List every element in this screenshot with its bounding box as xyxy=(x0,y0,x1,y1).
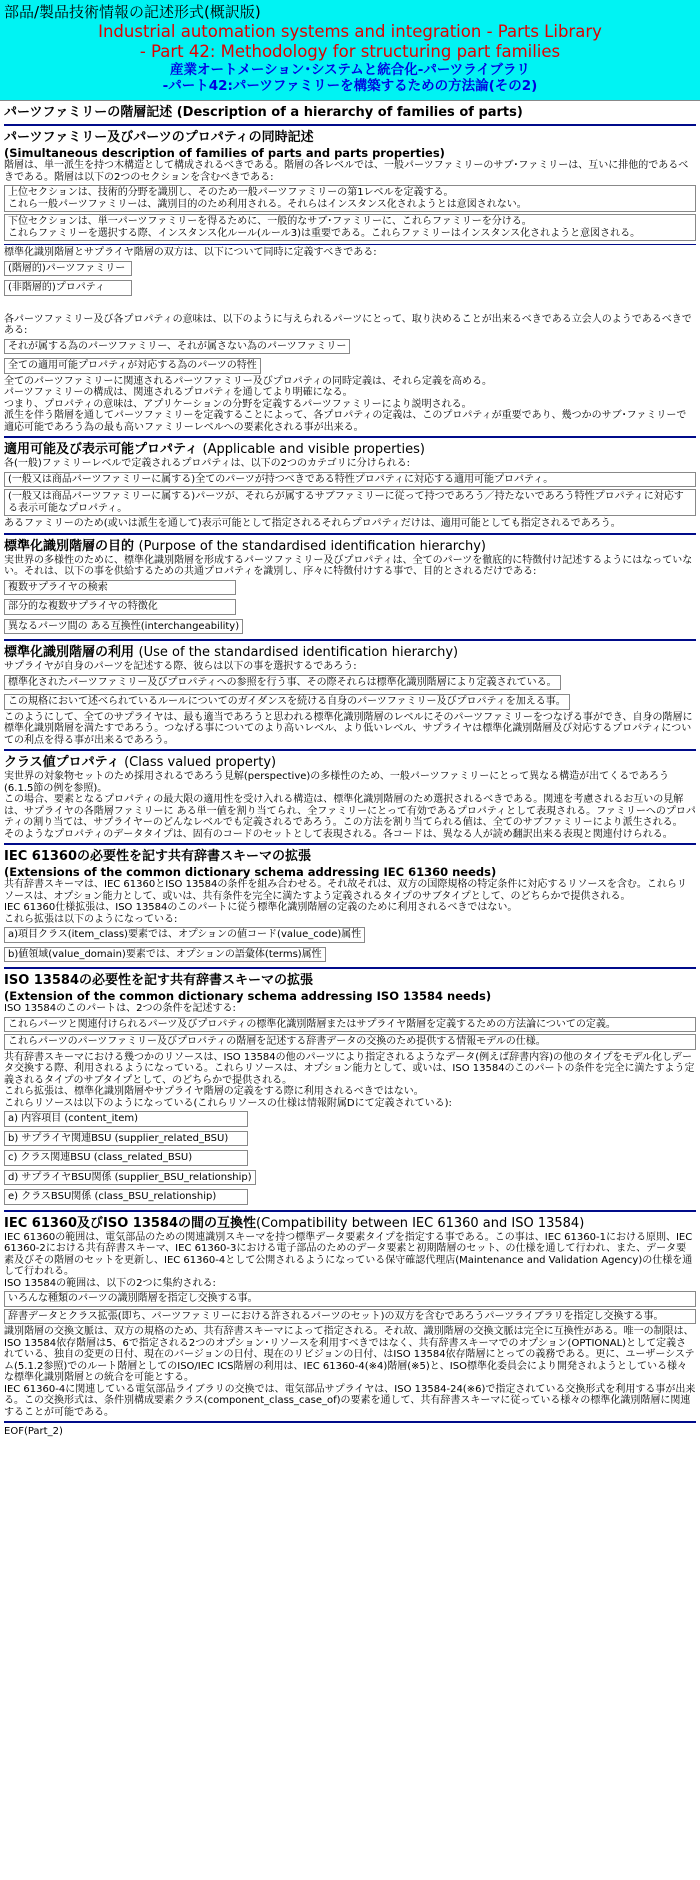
list-item: それが属する為のパーツファミリー、それが属さない為のパーツファミリー xyxy=(4,339,350,355)
section-title-jp: クラス値プロパティ xyxy=(4,755,120,770)
section-title-en: (Applicable and visible properties) xyxy=(202,442,425,457)
list-item: 複数サプライヤの検索 xyxy=(4,580,236,596)
section-title: パーツファミリー及びパーツのプロパティの同時記述 xyxy=(4,130,314,145)
section-title xyxy=(4,753,696,771)
japanese-title-line-1: 産業オートメーション･システムと統合化-パーツライブラリ xyxy=(170,62,530,78)
section-simultaneous-description xyxy=(4,128,696,433)
boxed-text: これらパーツのパーツファミリー及びプロパティの階層を記述する辞書データの交換のため提供する情報モデルの仕様。 xyxy=(4,1034,696,1050)
boxed-text: これらパーツと関連付けられるパーツ及びプロパティの標準化識別階層またはサプライヤ階層を定義するための方法論についての定義。 xyxy=(4,1017,696,1033)
list-item: 部分的な複数サプライヤの特徴化 xyxy=(4,599,236,615)
japanese-title-line-2: -パート42:パーツファミリーを構築するための方法論(その2) xyxy=(162,78,538,94)
section-divider xyxy=(4,749,696,751)
section-applicable-visible xyxy=(4,440,696,530)
section-class-valued xyxy=(4,753,696,840)
boxed-text: 辞書データとクラス拡張(即ち、パーツファミリーにおける許されるパーツのセット)の双方を含むであろうパーツライブラリを指定し交換する事。 xyxy=(4,1309,696,1325)
section-use xyxy=(4,643,696,746)
list-item: a)項目クラス(item_class)要素では、オプションの値コード(value_code)属性 xyxy=(4,927,365,943)
boxed-text: (一般又は商品パーツファミリーに属する)パーツが、それらが属するサブファミリーに従って持つであろう／持たないであろう特性プロパティに対応する表示可能なプロパティ。 xyxy=(4,489,696,516)
section-iso-extension xyxy=(4,971,696,1207)
paragraph: 各パーツファミリー及び各プロパティの意味は、以下のように与えられるパーツにとって、取り決めることが出来るべきである立会人のようであるべきである: xyxy=(4,313,692,336)
boxed-text: 上位セクションは、技術的分野を識別し、そのため一般パーツファミリーの第1レベルを定義する。 これら一般パーツファミリーは、識別目的のため利用される。それらはインスタンス化されようとは意図されない。 xyxy=(4,185,696,212)
english-title-line-2: - Part 42: Methodology for structuring part families xyxy=(139,42,561,61)
section-title-en: (Compatibility between IEC 61360 and ISO 13584) xyxy=(256,1215,585,1231)
list-item: (階層的)パーツファミリー xyxy=(4,261,132,277)
paragraph: 全てのパーツファミリーに関連されるパーツファミリー及びプロパティの同時定義は、それら定義を高める。 パーツファミリーの構成は、関連されるプロパティを通してより明確になる。 つまり、プロパティの意味は、アプリケーションの分野を定義するパーツファミリーにより説明される。 派生を伴う階層を通してパーツファミリーを定義することによって、各プロパティの定義は、このプロパティが重要であり、幾つかのサブ･ファミリーで適応可能であろう為の最も高いファミリーレベルへの要素化される事が出来る。 xyxy=(4,375,687,433)
list-item: この規格において述べられているルールについてのガイダンスを続ける自身のパーツファミリー及びプロパティを加える事。 xyxy=(4,694,570,710)
section-divider xyxy=(4,1210,696,1212)
paragraph: 各(一般)ファミリーレベルで定義されるプロパティは、以下の2つのカテゴリに分けられる: xyxy=(4,458,410,469)
section-title-jp: 標準化識別階層の目的 xyxy=(4,538,135,554)
section-title: IEC 61360の必要性を記す共有辞書スキーマの拡張 xyxy=(4,849,312,864)
page-header xyxy=(0,0,700,101)
english-title-line-1: Industrial automation systems and integration - Parts Library xyxy=(98,22,602,41)
list-item: b)値領域(value_domain)要素では、オプションの語彙体(terms)属性 xyxy=(4,947,326,963)
definition-list xyxy=(4,259,696,298)
document-body xyxy=(0,101,700,1440)
section-divider xyxy=(4,967,696,969)
definition-list xyxy=(4,337,696,376)
section-title-en: (Purpose of the standardised identification hierarchy) xyxy=(138,538,486,554)
section-divider xyxy=(4,1421,696,1423)
paragraph: ISO 13584のこのパートは、2つの条件を記述する: xyxy=(4,1003,236,1014)
section-divider xyxy=(4,436,696,438)
section-compatibility xyxy=(4,1214,696,1419)
section-divider xyxy=(4,639,696,641)
paragraph: このようにして、全てのサプライヤは、最も適当であろうと思われる標準化識別階層のレベルにそのパーツファミリーをつなげる事ができ、自身の階層に標準化識別階層を満たすであろう。つなげる事についてのより高いレベル、より低いレベル、サプライヤは標準化識別階層及び対応するプロパティについての利点を得る事が出来るであろう。 xyxy=(4,711,693,746)
paragraph: 実世界の対象物セットのため採用されるであろう見解(perspective)の多様性のため、一般パーツファミリーにとって異なる構造が出てくるであろう(6.1.5節の例を参照)。 この場合、要素となるプロパティの最大限の適用性を受け入れる構造は、標準化識別階層のため選択されるべきである。関連を考慮されるお互いの見解は、サプライヤの各階層ファミリーに ある単一値を割り当てられ、全ファミリーにとって有効であるプロパティとして表現される。ファミリーへのプロパティの割り当ては、サプライヤーのどんなレベルでも定義されるであろう。この方法を割り当てられる値は、全てのサブファミリーにより派生される。 そのようなプロパティのデータタイプは、固有のコードのセットとして表現される。各コードは、異なる人が読め翻訳出来る表現と関連付けられる。 xyxy=(4,771,696,840)
list-item: 異なるパーツ間の ある互換性(interchangeability) xyxy=(4,619,243,635)
definition-list xyxy=(4,925,696,964)
section-divider xyxy=(4,533,696,535)
section-title-en: (Use of the standardised identification hierarchy) xyxy=(138,645,459,660)
section-iec-extension xyxy=(4,847,696,964)
section-title-jp: 標準化識別階層の利用 xyxy=(4,645,135,660)
definition-list xyxy=(4,578,696,637)
section-divider xyxy=(4,124,696,126)
paragraph: IEC 61360の範囲は、電気部品のための関連識別スキーマを持つ標準データ要素タイプを指定する事である。この事は、IEC 61360-1における原則、IEC 61360-2における共有辞書スキーマ、IEC 61360-3における電子部品のためのデータ要素と初期階層のセット、の仕様を通して行われ、また、データ要素及びその階層のセットを更新し、IEC 61360-4として公開されるようになっている保守確認代理店(Maintenance and Validation Agency)の仕様を通して行われる。 ISO 13584の範囲は、以下の2つに集約される: xyxy=(4,1231,693,1289)
list-item: c) クラス関連BSU (class_related_BSU) xyxy=(4,1150,248,1166)
list-item: (非階層的)プロパティ xyxy=(4,280,132,296)
section-hierarchy-heading: パーツファミリーの階層記述 (Description of a hierarchy of families of parts) xyxy=(4,105,523,120)
paragraph: 実世界の多様性のために、標準化識別階層を形成するパーツファミリー及びプロパティは、全てのパーツを徹底的に特徴付け記述するようにはなっていない。それは、以下の事を供給するための共通プロパティを識別し、序々に特徴付けする事で、目的とされるだけである: xyxy=(4,554,693,577)
paragraph: あるファミリーのため(或いは派生を通して)表示可能として指定されるそれらプロパティだけは、適用可能としても指定されるであろう。 xyxy=(4,518,621,529)
paragraph: 識別階層の交換文脈は、双方の規格のため、共有辞書スキーマによって指定される。それ故、識別階層の交換文脈は完全に互換性がある。唯一の制限は、ISO 13584依存階層は5、6で指定される2つのオプション･リソースを利用すべきではなく、共有辞書スキーマでのオプション(OPTIONAL)として定義されている、独自の変更の日付、現在のバージョンの日付、現在のリビジョンの日付、はISO 13584依存階層にとっての義務である。更に、ユーザーシステム(5.1.2参照)でのルート階層としてのISO/IEC ICS階層の利用は、IEC 61360-4(※4)階層(※5)と、ISO標準化委員会により開発されようとしている様々な標準化識別階層との統合を可能とする。 IEC 61360-4に関連している電気部品ライブラリの交換では、電気部品サプライヤは、ISO 13584-24(※6)で指定されている交換形式を利用する事が出来る。この交換形式は、条件別構成要素クラス(component_class_case_of)の要素を通して、共有辞書スキーマに従っている様々の標準化識別階層に関連することが可能である。 xyxy=(4,1326,696,1418)
section-purpose xyxy=(4,537,696,637)
section-title xyxy=(4,643,696,661)
list-item: d) サプライヤBSU関係 (supplier_BSU_relationship) xyxy=(4,1170,256,1186)
section-english-title: (Extension of the common dictionary schema addressing ISO 13584 needs) xyxy=(4,989,492,1003)
divider xyxy=(4,244,696,245)
paragraph: 共有辞書スキーマにおける幾つかのリソースは、ISO 13584の他のパーツにより指定されるようなデータ(例えば辞書内容)の他のタイプをモデル化しデータ交換する際、利用されるようになっている。これらリソースは、オプション能力として、或いは、ISO 13584のこのパートの条件を完全に満たすよう定義されるタイプのサブタイプとして、のどちらかで提供される。 これら拡張は、標準化識別階層やサプライヤ階層の定義をする際に利用されるべきではない。 これらリソースは以下のようになっている(これらリソースの仕様は情報附属Dにて定義されている): xyxy=(4,1051,695,1109)
section-title-en: (Class valued property) xyxy=(124,755,277,770)
list-item: e) クラスBSU関係 (class_BSU_relationship) xyxy=(4,1189,248,1205)
paragraph: サプライヤが自身のパーツを記述する際、彼らは以下の事を選択するであろう: xyxy=(4,661,357,672)
list-item: 全ての適用可能プロパティが対応する為のパーツの特性 xyxy=(4,358,261,374)
section-title xyxy=(4,1214,696,1232)
boxed-text: いろんな種類のパーツの識別階層を指定し交換する事。 xyxy=(4,1291,696,1307)
boxed-text: (一般又は商品パーツファミリーに属する)全てのパーツが持つべきである特性プロパティに対応する適用可能プロパティ。 xyxy=(4,472,696,488)
end-of-file-marker: EOF(Part_2) xyxy=(4,1426,63,1437)
definition-list xyxy=(4,673,696,712)
section-divider xyxy=(4,843,696,845)
section-title xyxy=(4,440,696,458)
section-title xyxy=(4,537,696,555)
list-item: 標準化されたパーツファミリー及びプロパティへの参照を行う事、その際それらは標準化識別階層により定義されている。 xyxy=(4,675,561,691)
section-title-jp: IEC 61360及びISO 13584の間の互換性 xyxy=(4,1215,257,1231)
boxed-text: 下位セクションは、単一パーツファミリーを得るために、一般的なサブ･ファミリーに、これらファミリーを分ける。 これらファミリーを選択する際、インスタンス化ルール(ルール3)は重要である。これらファミリーはインスタンス化されようと意図される。 xyxy=(4,214,696,241)
document-title: 部品/製品技術情報の記述形式(概訳版) xyxy=(4,3,261,21)
definition-list xyxy=(4,1109,696,1207)
list-item: a) 内容項目 (content_item) xyxy=(4,1111,248,1127)
section-title-jp: 適用可能及び表示可能プロパティ xyxy=(4,442,198,457)
paragraph: 共有辞書スキーマは、IEC 61360とISO 13584の条件を組み合わせる。それ故それは、双方の国際規格の特定条件に対応するリソースを含む。これらリソースは、オプション能力として、或いは、共有条件を完全に満たすよう定義されるタイプのサブタイプとして、のどちらかで提供される。 IEC 61360仕様拡張は、ISO 13584のこのパートに従う標準化識別階層の定義のために利用されるべきではない。 これら拡張は以下のようになっている: xyxy=(4,879,687,925)
list-item: b) サプライヤ関連BSU (supplier_related_BSU) xyxy=(4,1131,248,1147)
section-title: ISO 13584の必要性を記す共有辞書スキーマの拡張 xyxy=(4,973,314,988)
paragraph: 階層は、単一派生を持つ木構造として構成されるべきである。階層の各レベルでは、一般パーツファミリーのサブ･ファミリーは、互いに排他的であるべきである。階層は以下の2つのセクションを含むべきである: xyxy=(4,160,689,183)
section-english-title: (Simultaneous description of families of parts and parts properties) xyxy=(4,146,445,160)
paragraph: 標準化識別階層とサプライヤ階層の双方は、以下について同時に定義すべきである: xyxy=(4,247,377,258)
section-english-title: (Extensions of the common dictionary schema addressing IEC 61360 needs) xyxy=(4,865,497,879)
